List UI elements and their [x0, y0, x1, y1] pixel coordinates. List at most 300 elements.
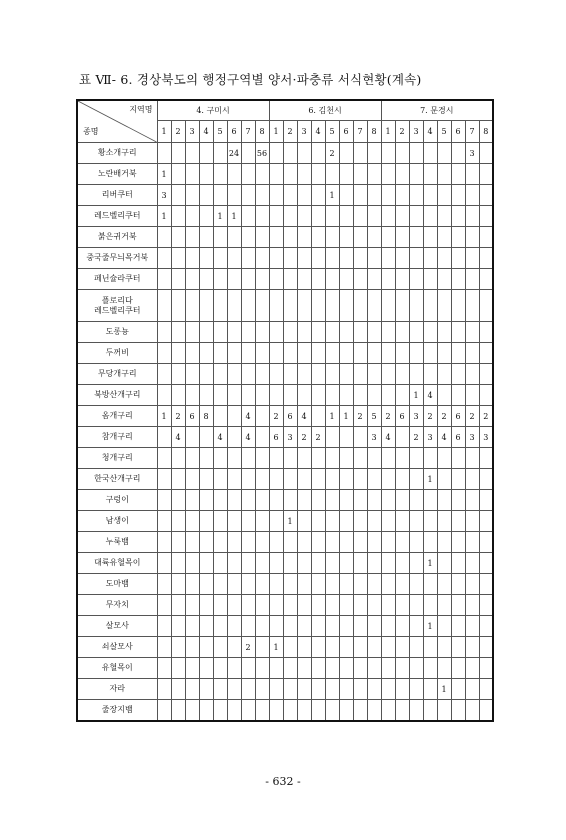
count-cell [297, 469, 311, 490]
count-cell [255, 658, 269, 679]
count-cell [213, 679, 227, 700]
count-cell [227, 637, 241, 658]
count-cell [185, 490, 199, 511]
count-cell [311, 248, 325, 269]
count-cell [185, 658, 199, 679]
count-cell [185, 164, 199, 185]
count-cell [381, 679, 395, 700]
column-number-header: 4 [199, 121, 213, 143]
species-name-cell [77, 290, 157, 322]
count-cell [157, 364, 171, 385]
table-row [77, 616, 493, 637]
table-row [77, 206, 493, 227]
count-cell: 6 [395, 406, 409, 427]
count-cell [171, 206, 185, 227]
count-cell [339, 269, 353, 290]
count-cell [311, 385, 325, 406]
count-cell [479, 322, 493, 343]
count-cell [409, 532, 423, 553]
count-cell [409, 574, 423, 595]
column-number-header: 6 [339, 121, 353, 143]
count-cell [423, 248, 437, 269]
count-cell [241, 574, 255, 595]
count-cell [171, 385, 185, 406]
count-cell [199, 185, 213, 206]
count-cell [311, 343, 325, 364]
count-cell [227, 574, 241, 595]
count-cell [171, 574, 185, 595]
count-cell [339, 658, 353, 679]
count-cell [283, 164, 297, 185]
count-cell [325, 385, 339, 406]
count-cell [199, 448, 213, 469]
species-name-cell: 누룩뱀 [77, 532, 157, 553]
count-cell [479, 532, 493, 553]
count-cell [409, 227, 423, 248]
count-cell [269, 616, 283, 637]
count-cell [255, 427, 269, 448]
count-cell [269, 322, 283, 343]
count-cell [255, 322, 269, 343]
count-cell [199, 164, 213, 185]
count-cell [171, 658, 185, 679]
count-cell [325, 574, 339, 595]
count-cell [171, 532, 185, 553]
table-row [77, 490, 493, 511]
count-cell [227, 490, 241, 511]
table-row [77, 248, 493, 269]
count-cell [381, 595, 395, 616]
count-cell: 1 [227, 206, 241, 227]
count-cell [395, 343, 409, 364]
count-cell [283, 553, 297, 574]
count-cell [241, 448, 255, 469]
count-cell [311, 448, 325, 469]
column-number-header: 7 [465, 121, 479, 143]
count-cell [451, 269, 465, 290]
count-cell [367, 616, 381, 637]
count-cell [311, 469, 325, 490]
table-row [77, 290, 493, 322]
count-cell [283, 248, 297, 269]
count-cell [241, 185, 255, 206]
count-cell [255, 269, 269, 290]
column-number-header: 3 [297, 121, 311, 143]
region-header-mungyeong: 7. 문경시 [381, 100, 493, 121]
count-cell [367, 343, 381, 364]
count-cell: 1 [339, 406, 353, 427]
table-row [77, 679, 493, 700]
count-cell [227, 364, 241, 385]
count-cell: 1 [213, 206, 227, 227]
species-name-cell: 두꺼비 [77, 343, 157, 364]
count-cell [381, 185, 395, 206]
column-number-header: 4 [311, 121, 325, 143]
count-cell [367, 448, 381, 469]
count-cell [451, 227, 465, 248]
count-cell [297, 532, 311, 553]
count-cell [423, 448, 437, 469]
count-cell [465, 679, 479, 700]
count-cell [185, 343, 199, 364]
count-cell [283, 269, 297, 290]
count-cell [213, 385, 227, 406]
count-cell [241, 532, 255, 553]
count-cell [241, 595, 255, 616]
count-cell [185, 269, 199, 290]
count-cell [367, 164, 381, 185]
count-cell [437, 490, 451, 511]
column-number-header: 8 [479, 121, 493, 143]
count-cell [283, 322, 297, 343]
count-cell [465, 511, 479, 532]
count-cell [213, 448, 227, 469]
count-cell: 2 [325, 143, 339, 164]
count-cell [423, 658, 437, 679]
count-cell [241, 700, 255, 721]
count-cell [409, 164, 423, 185]
count-cell [185, 595, 199, 616]
count-cell [269, 269, 283, 290]
count-cell [199, 469, 213, 490]
count-cell [451, 679, 465, 700]
count-cell [283, 385, 297, 406]
count-cell [227, 616, 241, 637]
count-cell [437, 448, 451, 469]
count-cell [339, 185, 353, 206]
species-name-cell: 리버쿠터 [77, 185, 157, 206]
count-cell [227, 553, 241, 574]
count-cell [283, 616, 297, 637]
count-cell [325, 490, 339, 511]
count-cell [353, 343, 367, 364]
count-cell [325, 290, 339, 322]
count-cell: 3 [157, 185, 171, 206]
species-name-cell: 무자치 [77, 595, 157, 616]
count-cell [297, 658, 311, 679]
count-cell: 2 [465, 406, 479, 427]
count-cell [227, 227, 241, 248]
count-cell [255, 553, 269, 574]
count-cell [311, 490, 325, 511]
count-cell [479, 658, 493, 679]
count-cell [227, 290, 241, 322]
count-cell [353, 143, 367, 164]
count-cell [157, 343, 171, 364]
count-cell [199, 343, 213, 364]
count-cell [255, 511, 269, 532]
count-cell [213, 164, 227, 185]
count-cell: 3 [479, 427, 493, 448]
count-cell [283, 595, 297, 616]
count-cell [255, 448, 269, 469]
count-cell [311, 290, 325, 322]
count-cell [199, 616, 213, 637]
count-cell [227, 427, 241, 448]
count-cell: 2 [437, 406, 451, 427]
count-cell [353, 574, 367, 595]
count-cell [227, 343, 241, 364]
count-cell [157, 427, 171, 448]
species-name-cell: 옴개구리 [77, 406, 157, 427]
count-cell [451, 700, 465, 721]
count-cell [325, 658, 339, 679]
count-cell [367, 364, 381, 385]
count-cell [451, 532, 465, 553]
count-cell [437, 616, 451, 637]
count-cell [451, 206, 465, 227]
count-cell [283, 185, 297, 206]
count-cell [395, 143, 409, 164]
count-cell [213, 364, 227, 385]
page-number: - 632 - [265, 775, 301, 788]
count-cell [465, 248, 479, 269]
count-cell [423, 700, 437, 721]
count-cell [353, 595, 367, 616]
count-cell [213, 343, 227, 364]
table-row [77, 385, 493, 406]
count-cell [297, 511, 311, 532]
count-cell [157, 637, 171, 658]
count-cell [479, 185, 493, 206]
count-cell [325, 227, 339, 248]
count-cell [157, 490, 171, 511]
count-cell [465, 448, 479, 469]
count-cell [381, 290, 395, 322]
count-cell [283, 206, 297, 227]
count-cell [171, 185, 185, 206]
count-cell [283, 469, 297, 490]
count-cell [409, 364, 423, 385]
count-cell: 1 [157, 406, 171, 427]
count-cell [311, 164, 325, 185]
count-cell [339, 248, 353, 269]
count-cell [339, 616, 353, 637]
count-cell [437, 164, 451, 185]
count-cell [213, 406, 227, 427]
count-cell [381, 553, 395, 574]
count-cell [479, 143, 493, 164]
species-name-cell: 황소개구리 [77, 143, 157, 164]
count-cell [199, 248, 213, 269]
count-cell [311, 511, 325, 532]
count-cell [381, 143, 395, 164]
column-number-header: 5 [325, 121, 339, 143]
count-cell [395, 469, 409, 490]
count-cell [227, 511, 241, 532]
count-cell [269, 290, 283, 322]
count-cell [395, 553, 409, 574]
count-cell [339, 322, 353, 343]
count-cell [423, 511, 437, 532]
count-cell [437, 700, 451, 721]
count-cell [465, 553, 479, 574]
count-cell [241, 490, 255, 511]
count-cell [325, 448, 339, 469]
count-cell [353, 448, 367, 469]
count-cell [157, 469, 171, 490]
count-cell [213, 553, 227, 574]
count-cell [465, 227, 479, 248]
count-cell [227, 248, 241, 269]
count-cell [325, 616, 339, 637]
count-cell: 1 [437, 679, 451, 700]
count-cell [185, 469, 199, 490]
count-cell [269, 364, 283, 385]
count-cell [409, 616, 423, 637]
species-name-cell: 구렁이 [77, 490, 157, 511]
count-cell: 2 [409, 427, 423, 448]
count-cell [437, 637, 451, 658]
count-cell [479, 469, 493, 490]
count-cell [269, 595, 283, 616]
count-cell [423, 343, 437, 364]
count-cell [451, 595, 465, 616]
count-cell [171, 343, 185, 364]
table-row [77, 553, 493, 574]
count-cell: 1 [423, 469, 437, 490]
count-cell [353, 364, 367, 385]
count-cell [479, 679, 493, 700]
table-row [77, 637, 493, 658]
count-cell [199, 322, 213, 343]
count-cell [199, 227, 213, 248]
table-row [77, 227, 493, 248]
count-cell [395, 185, 409, 206]
count-cell [409, 343, 423, 364]
count-cell [157, 143, 171, 164]
count-cell [185, 143, 199, 164]
species-name-cell: 페닌슐라쿠터 [77, 269, 157, 290]
count-cell [213, 637, 227, 658]
count-cell [437, 574, 451, 595]
count-cell [199, 574, 213, 595]
count-cell [255, 490, 269, 511]
count-cell [157, 595, 171, 616]
species-name-cell: 쇠살모사 [77, 637, 157, 658]
count-cell [311, 227, 325, 248]
count-cell [185, 679, 199, 700]
count-cell [465, 574, 479, 595]
count-cell [227, 385, 241, 406]
count-cell [171, 637, 185, 658]
count-cell [409, 143, 423, 164]
species-name-cell: 북방산개구리 [77, 385, 157, 406]
count-cell [325, 248, 339, 269]
count-cell [227, 532, 241, 553]
count-cell [269, 532, 283, 553]
count-cell [269, 679, 283, 700]
count-cell [269, 490, 283, 511]
count-cell: 5 [367, 406, 381, 427]
count-cell [199, 532, 213, 553]
count-cell [171, 448, 185, 469]
count-cell [395, 227, 409, 248]
count-cell [157, 532, 171, 553]
count-cell [269, 385, 283, 406]
count-cell [311, 658, 325, 679]
species-name-cell: 붉은귀거북 [77, 227, 157, 248]
count-cell [269, 658, 283, 679]
count-cell [451, 290, 465, 322]
count-cell [297, 248, 311, 269]
count-cell [213, 616, 227, 637]
count-cell [367, 511, 381, 532]
count-cell [437, 248, 451, 269]
count-cell [451, 616, 465, 637]
count-cell [395, 385, 409, 406]
count-cell [437, 290, 451, 322]
count-cell: 8 [199, 406, 213, 427]
count-cell [465, 469, 479, 490]
count-cell [381, 448, 395, 469]
count-cell: 2 [241, 637, 255, 658]
count-cell: 3 [283, 427, 297, 448]
count-cell [381, 616, 395, 637]
corner-species-label: 종명 [83, 127, 99, 136]
table-row [77, 427, 493, 448]
count-cell [325, 322, 339, 343]
count-cell [171, 679, 185, 700]
count-cell [437, 343, 451, 364]
count-cell [367, 385, 381, 406]
count-cell [283, 532, 297, 553]
count-cell [157, 322, 171, 343]
count-cell [297, 206, 311, 227]
count-cell [157, 553, 171, 574]
count-cell [283, 679, 297, 700]
count-cell [213, 227, 227, 248]
count-cell [171, 269, 185, 290]
count-cell [451, 637, 465, 658]
count-cell [409, 679, 423, 700]
count-cell [465, 290, 479, 322]
table-body [77, 143, 493, 721]
species-name-cell: 남생이 [77, 511, 157, 532]
count-cell [395, 637, 409, 658]
count-cell [353, 658, 367, 679]
count-cell [437, 469, 451, 490]
count-cell: 1 [157, 206, 171, 227]
count-cell: 4 [241, 406, 255, 427]
count-cell [171, 322, 185, 343]
count-cell [157, 574, 171, 595]
count-cell [381, 511, 395, 532]
count-cell [325, 679, 339, 700]
table-row [77, 595, 493, 616]
count-cell [297, 490, 311, 511]
count-cell [227, 700, 241, 721]
count-cell [227, 595, 241, 616]
count-cell [185, 206, 199, 227]
species-name-cell: 자라 [77, 679, 157, 700]
count-cell [297, 616, 311, 637]
count-cell [241, 511, 255, 532]
count-cell [171, 511, 185, 532]
count-cell [381, 322, 395, 343]
count-cell [437, 269, 451, 290]
count-cell [367, 700, 381, 721]
count-cell: 56 [255, 143, 269, 164]
count-cell [465, 206, 479, 227]
count-cell [381, 248, 395, 269]
count-cell [353, 511, 367, 532]
count-cell [437, 143, 451, 164]
table-row [77, 185, 493, 206]
count-cell [353, 248, 367, 269]
count-cell [395, 679, 409, 700]
count-cell [297, 290, 311, 322]
